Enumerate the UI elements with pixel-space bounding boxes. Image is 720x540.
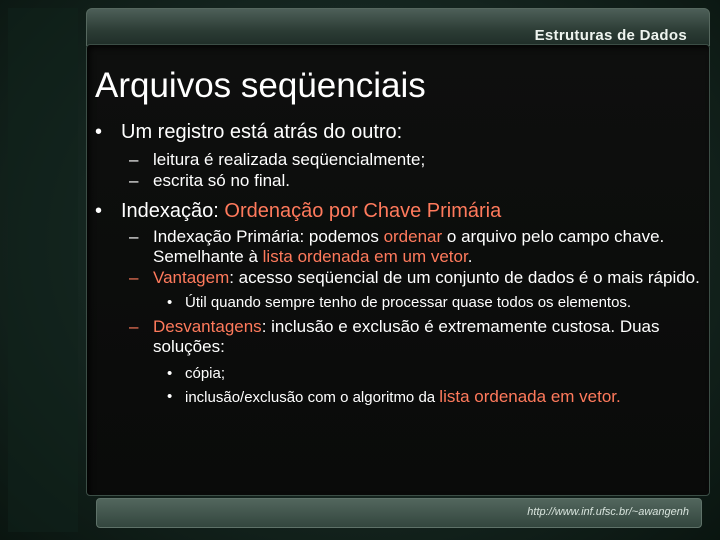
- sub-bullet-text: Indexação Primária: podemos: [153, 227, 384, 246]
- sub-bullet-item: [95, 317, 705, 357]
- highlighted-text: Ordenação por Chave Primária: [224, 200, 502, 222]
- highlighted-text: lista ordenada em um vetor: [262, 247, 468, 266]
- sub-sub-bullet-text: inclusão/exclusão com o algoritmo da: [185, 389, 440, 406]
- highlighted-text: Vantagem: [153, 268, 230, 287]
- sub-bullet-item: [95, 150, 705, 170]
- sub-sub-bullet-item: [95, 365, 705, 382]
- sub-sub-bullet-item: [95, 294, 705, 311]
- dash-icon: –: [129, 227, 139, 246]
- sub-bullet-text: .: [467, 247, 473, 266]
- sub-bullet-text: o arquivo pelo campo chave. Semelhante à: [153, 227, 665, 266]
- highlighted-text: lista ordenada em vetor: [439, 387, 617, 406]
- decorative-strip: [8, 8, 78, 532]
- bullet-icon: •: [167, 388, 173, 405]
- dash-icon: –: [129, 268, 139, 287]
- header-bar: [86, 8, 710, 46]
- bullet-text: Um registro está atrás do outro:: [121, 121, 403, 143]
- sub-bullet-item: [95, 227, 705, 267]
- bullet-text: Indexação:: [121, 200, 225, 222]
- sub-bullet-item: [95, 268, 705, 288]
- bullet-icon: •: [167, 294, 173, 311]
- footer-bar: [96, 498, 702, 528]
- sub-sub-bullet-text: cópia;: [185, 365, 226, 382]
- highlighted-text: ordenar: [383, 227, 443, 246]
- brand-title: Estruturas de Dados: [534, 27, 687, 44]
- footer-url: http://www.inf.ufsc.br/~awangenh: [527, 506, 689, 518]
- bullet-icon: •: [95, 121, 103, 143]
- highlighted-text: Desvantagens: [153, 317, 262, 336]
- slide-title: Arquivos seqüenciais: [95, 66, 426, 105]
- sub-bullet-text: : acesso seqüencial de um conjunto de dados é o mais rápido.: [229, 268, 700, 287]
- bullet-item: [95, 120, 705, 144]
- sub-bullet-text: leitura é realizada seqüencialmente;: [153, 150, 426, 169]
- slide-content: [95, 120, 705, 412]
- sub-bullet-text: : inclusão e exclusão é extremamente custosa. Duas soluções:: [153, 317, 660, 356]
- dash-icon: –: [129, 317, 139, 336]
- dash-icon: –: [129, 150, 139, 169]
- bullet-icon: •: [95, 200, 103, 222]
- dash-icon: –: [129, 171, 139, 190]
- highlighted-text: .: [616, 387, 621, 406]
- bullet-icon: •: [167, 365, 173, 382]
- bullet-item: [95, 199, 705, 223]
- sub-sub-bullet-item: [95, 388, 705, 406]
- sub-bullet-text: escrita só no final.: [153, 171, 291, 190]
- sub-sub-bullet-text: Útil quando sempre tenho de processar quase todos os elementos.: [185, 294, 632, 311]
- sub-bullet-item: [95, 171, 705, 191]
